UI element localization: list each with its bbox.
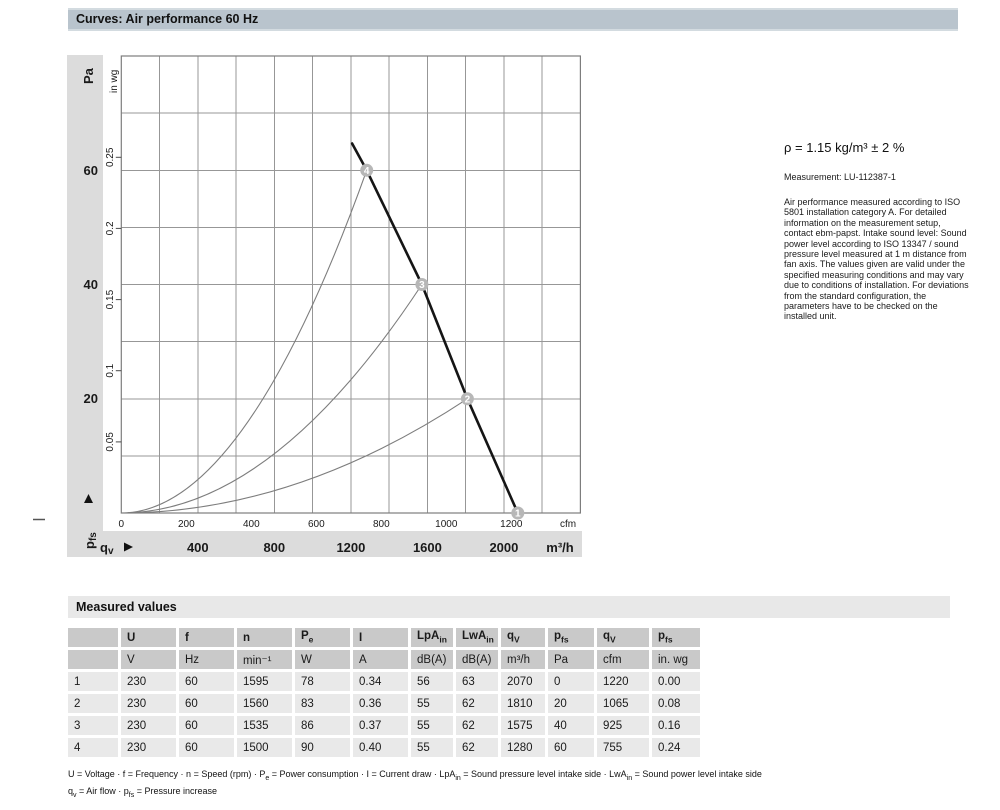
pa-unit-label: Pa xyxy=(81,68,96,84)
inwg-tick-025: 0.25 xyxy=(105,147,116,168)
measured-values-table xyxy=(65,625,703,760)
cfm-tick-1200: 1200 xyxy=(500,519,523,530)
m3h-tick-2000: 2000 xyxy=(489,540,519,555)
cfm-tick-1000: 1000 xyxy=(435,519,458,530)
pa-tick-60: 60 xyxy=(83,162,98,178)
y-axis-bar xyxy=(67,55,103,557)
header-cell-pfs-Pa: $p_{fs}$ xyxy=(548,628,594,647)
header-cell-n: n xyxy=(237,628,292,647)
measurement-info-block xyxy=(784,140,970,322)
m3h-tick-800: 800 xyxy=(263,540,286,555)
inwg-tick-015: 0.15 xyxy=(105,289,116,310)
qv-axis-label: qv xyxy=(100,540,114,557)
table-row-1: 1 230 60 1595 78 0.34 56 63 2070 0 1220 0.00 xyxy=(68,672,700,691)
pa-tick-40: 40 xyxy=(83,277,98,292)
table-row-3: 3 230 60 1535 86 0.37 55 62 1575 40 925 0.16 xyxy=(68,716,700,735)
inwg-tick-005: 0.05 xyxy=(105,432,116,452)
inwg-unit-label: in wg xyxy=(109,69,120,93)
air-density-value: ρ = 1.15 kg/m³ ± 2 % xyxy=(784,140,905,155)
header-cell-f: f xyxy=(179,628,234,647)
cfm-unit-label: cfm xyxy=(559,519,577,530)
pa-tick-20: 20 xyxy=(83,391,98,407)
legend-line-1: U = Voltage · f = Frequency · n = Speed $(rpm) \cdot P_e$ = Power consumption · I = Current draw · LpA$_{in}$ = Sound pressure level intake side · LwA$_{in}$ = Sound power level intake side xyxy=(68,769,762,782)
svg-text:3: 3 xyxy=(419,280,425,291)
m3h-tick-400: 400 xyxy=(186,540,209,555)
legend-line-2: $q_v$ = Air flow · $p_{fs}$ = Pressure increase xyxy=(68,785,218,799)
cfm-tick-600: 600 xyxy=(307,519,325,530)
svg-text:1: 1 xyxy=(515,508,521,520)
m3h-unit-label: m³/h xyxy=(546,540,574,555)
page-title: Curves: Air performance 60 Hz xyxy=(68,8,958,31)
svg-text:4: 4 xyxy=(363,165,370,177)
inwg-tick-01: 0.1 xyxy=(105,363,116,378)
measurement-note: Air performance measured according to ISO 5801 installation category A. For detailed information on the measurement setup, contact ebm-papst. Intake sound level: Sound power level according to ISO 13347 / sound pressure level measured at 1 m distance from fan axis. The values given are valid under the specified measuring conditions and may vary due to conditions of installation. For deviations from the standard configuration, the parameters have to be checked on the installed unit. xyxy=(784,197,969,322)
header-cell-LwAin: LwA$_{in}$ xyxy=(456,628,498,647)
header-cell-qV-m3h: $q_V$ xyxy=(501,628,545,647)
cfm-tick-0: 0 xyxy=(118,519,125,530)
operating-point-marker-4 xyxy=(360,164,373,177)
header-cell-qV-cfm: $q_V$ xyxy=(597,628,649,647)
cfm-tick-800: 800 xyxy=(372,519,390,530)
measurement-id: Measurement: LU-112387-1 xyxy=(784,172,896,182)
legend-block xyxy=(68,769,968,799)
inwg-tick-02: 0.2 xyxy=(105,221,116,236)
cfm-tick-200: 200 xyxy=(177,519,195,530)
header-cell-U: U xyxy=(121,628,176,647)
air-performance-chart xyxy=(0,0,620,580)
header-cell xyxy=(68,628,118,647)
header-cell-Pe: $P_e$ xyxy=(295,628,350,647)
inwg-tick-marks xyxy=(116,157,122,442)
header-cell-LpAin: LpA$_{in}$ xyxy=(411,628,453,647)
table-row-4: 4 230 60 1500 90 0.40 55 62 1280 60 755 0.24 xyxy=(68,738,700,757)
measured-values-title: Measured values xyxy=(68,596,950,618)
operating-point-marker-2 xyxy=(461,392,474,405)
header-cell-I: I xyxy=(353,628,408,647)
pfs-axis-label: pfs xyxy=(82,532,99,549)
table-header-row xyxy=(68,628,700,647)
m3h-tick-1200: 1200 xyxy=(336,540,366,555)
header-cell-pfs-inwg: $p_{fs}$ xyxy=(652,628,700,647)
cfm-tick-400: 400 xyxy=(242,519,260,530)
operating-point-marker-3 xyxy=(415,278,428,291)
operating-point-marker-1 xyxy=(511,507,524,520)
table-units-row: V Hz min⁻¹ W A dB(A) dB(A) m³/h Pa cfm in. wg xyxy=(68,650,700,669)
svg-text:2: 2 xyxy=(464,394,471,406)
table-row-2: 2 230 60 1560 83 0.36 55 62 1810 20 1065 0.08 xyxy=(68,694,700,713)
m3h-tick-1600: 1600 xyxy=(412,540,442,555)
